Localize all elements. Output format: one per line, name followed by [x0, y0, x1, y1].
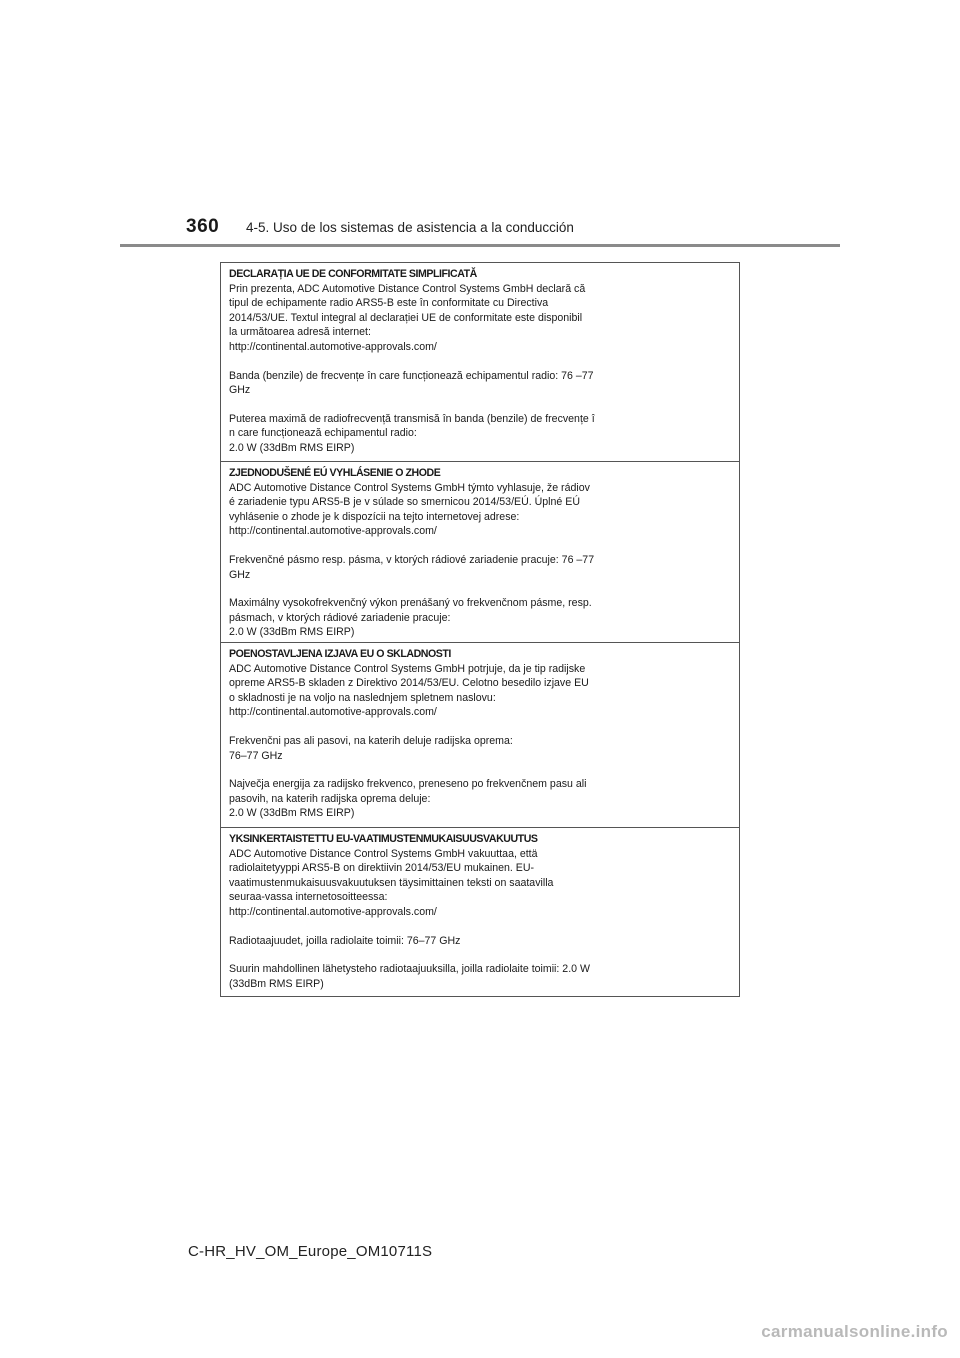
max-power: Puterea maximă de radiofrecvență transmisă în banda (benzile) de frecvențe î n care funcționează echipamentul radio: 2.0 W (33dBm RMS EIRP): [229, 412, 595, 454]
declaration-body: ADC Automotive Distance Control Systems GmbH vakuuttaa, että radiolaitetyyppi ARS5-B on direktiivin 2014/53/EU mukainen. EU- vaatimustenmukaisuusvakuutuksen täysimittainen teksti on saatavilla seuraa-vassa internetosoitteessa: http://continental.automotive-approvals.com/: [229, 847, 554, 918]
declaration-slovenian: [221, 643, 739, 828]
declaration-title: DECLARAȚIA UE DE CONFORMITATE SIMPLIFICATĂ: [229, 268, 477, 280]
declaration-body: Prin prezenta, ADC Automotive Distance Control Systems GmbH declară că tipul de echipamente radio ARS5-B este în conformitate cu Directiva 2014/53/UE. Textul integral al declarației UE de conformitate este disponibil la următoarea adresă internet: http://continental.automotive-approvals.com/: [229, 282, 586, 353]
declaration-body: ADC Automotive Distance Control Systems GmbH týmto vyhlasuje, že rádiov é zariadenie typu ARS5-B je v súlade so smernicou 2014/53/EÚ. Úplné EÚ vyhlásenie o zhode je k dispozícii na tejto internetovej adrese: http://continental.automotive-approvals.com/: [229, 481, 590, 538]
frequency-band: Frekvenčné pásmo resp. pásma, v ktorých rádiové zariadenie pracuje: 76 –77 GHz: [229, 553, 595, 581]
section-title: 4-5. Uso de los sistemas de asistencia a la conducción: [246, 220, 574, 235]
page-number: 360: [186, 216, 220, 237]
max-power: Maximálny vysokofrekvenčný výkon prenášaný vo frekvenčnom pásme, resp. pásmach, v ktorých rádiové zariadenie pracuje: 2.0 W (33dBm RMS EIRP): [229, 597, 592, 639]
declarations-box: [220, 262, 740, 997]
header-divider: [120, 244, 840, 247]
document-id: C-HR_HV_OM_Europe_OM10711S: [188, 1243, 433, 1260]
declaration-title: YKSINKERTAISTETTU EU-VAATIMUSTENMUKAISUUSVAKUUTUS: [229, 833, 538, 845]
declaration-title: ZJEDNODUŠENÉ EÚ VYHLÁSENIE O ZHODE: [229, 467, 441, 479]
max-power: Suurin mahdollinen lähetysteho radiotaajuuksilla, joilla radiolaite toimii: 2.0 W (33dBm RMS EIRP): [229, 963, 590, 990]
max-power: Največja energija za radijsko frekvenco, preneseno po frekvenčnem pasu ali pasovih, na katerih radijska oprema deluje: 2.0 W (33dBm RMS EIRP): [229, 778, 587, 820]
frequency-band: Frekvenčni pas ali pasovi, na katerih deluje radijska oprema: 76–77 GHz: [229, 734, 513, 762]
declaration-body: ADC Automotive Distance Control Systems GmbH potrjuje, da je tip radijske opreme ARS5-B skladen z Direktivo 2014/53/EU. Celotno besedilo izjave EU o skladnosti je na voljo na naslednjem spletnem naslovu: http://continental.automotive-approvals.com/: [229, 662, 589, 719]
watermark-logo: carmanualsonline.info: [761, 1322, 948, 1341]
declaration-slovak: [221, 462, 739, 643]
declaration-romanian: [221, 263, 739, 462]
declaration-finnish: [221, 828, 739, 996]
frequency-band: Banda (benzile) de frecvențe în care funcționează echipamentul radio: 76 –77 GHz: [229, 369, 594, 397]
frequency-band: Radiotaajuudet, joilla radiolaite toimii: 76–77 GHz: [229, 934, 461, 947]
declaration-title: POENOSTAVLJENA IZJAVA EU O SKLADNOSTI: [229, 648, 451, 660]
